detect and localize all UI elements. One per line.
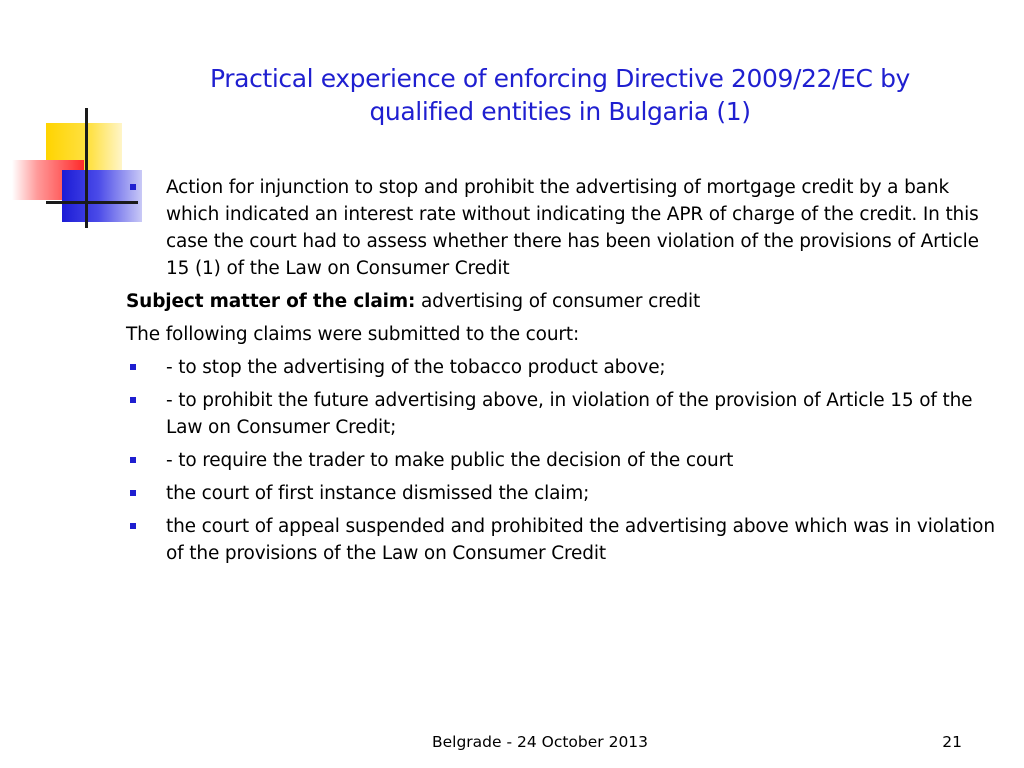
claim-text: the court of appeal suspended and prohibited the advertising above which was in violation of the provisions of the Law on Consumer Credit (166, 516, 995, 564)
slide-footer: Belgrade - 24 October 2013 (431, 733, 649, 751)
subject-label: Subject matter of the claim: (126, 291, 416, 312)
claim-text: the court of first instance dismissed the claim; (166, 483, 590, 504)
claim-text: - to prohibit the future advertising above, in violation of the provision of Article 15 of the Law on Consumer Credit; (166, 390, 973, 438)
claims-intro: The following claims were submitted to the court: (126, 324, 580, 345)
claim-text: - to stop the advertising of the tobacco product above; (166, 357, 666, 378)
square-bullet-icon (130, 490, 136, 496)
intro-text: Action for injunction to stop and prohibit the advertising of mortgage credit by a bank which indicated an interest rate without indicating the APR of charge of the credit. In this case the court had to assess whether there has been violation of the provisions of Article 15 (1) of the Law on Consumer Credit (166, 177, 979, 279)
square-bullet-icon (130, 397, 136, 403)
horizontal-line (46, 201, 138, 204)
slide-body (126, 174, 996, 573)
square-bullet-icon (130, 184, 136, 190)
subject-paragraph (126, 288, 996, 315)
bullet-item-claim (126, 513, 996, 567)
subject-value: advertising of consumer credit (415, 291, 701, 312)
bullet-item-claim (126, 387, 996, 441)
square-bullet-icon (130, 457, 136, 463)
bullet-item-claim (126, 480, 996, 507)
vertical-line (85, 108, 88, 228)
bullet-item-claim (126, 354, 996, 381)
bullet-item-intro (126, 174, 996, 282)
slide-title (180, 62, 940, 128)
title-line-2: qualified entities in Bulgaria (1) (369, 97, 751, 126)
title-line-1: Practical experience of enforcing Directive 2009/22/EC by (210, 64, 910, 93)
bullet-item-claim (126, 447, 996, 474)
page-number: 21 (942, 733, 962, 751)
square-bullet-icon (130, 523, 136, 529)
square-bullet-icon (130, 364, 136, 370)
claim-text: - to require the trader to make public the decision of the court (166, 450, 734, 471)
